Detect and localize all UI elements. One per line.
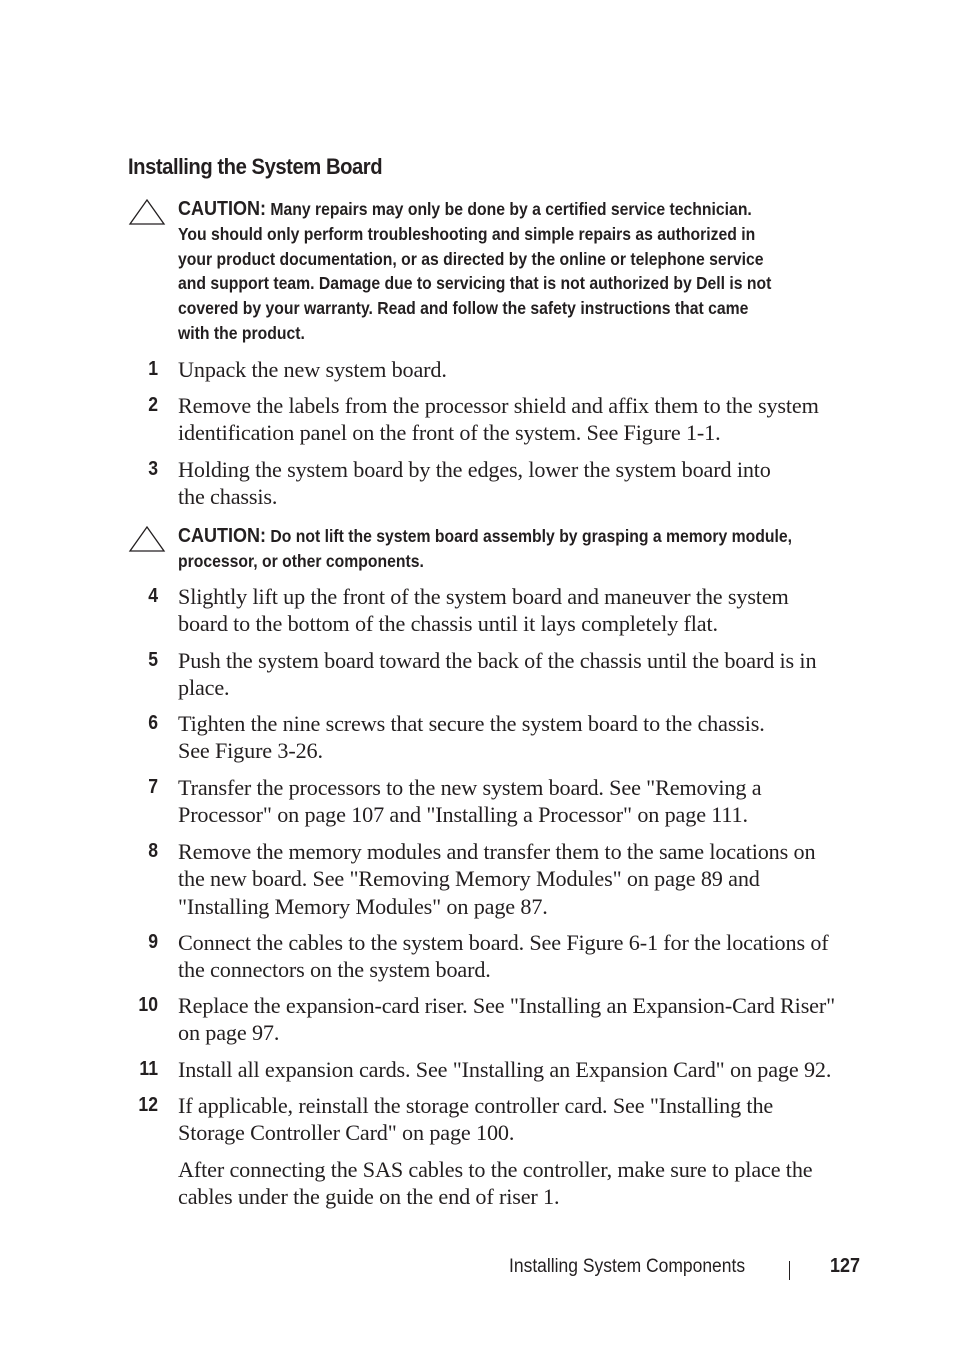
caution-triangle-icon (128, 199, 166, 225)
step-text: Push the system board toward the back of the chassis until the board is in (178, 648, 817, 673)
caution-triangle-icon (128, 526, 166, 552)
footer-section-title: Installing System Components (509, 1256, 746, 1277)
step-text: identification panel on the front of the system. See Figure 1-1. (178, 420, 721, 446)
caution-line: your product documentation, or as directed by the online or telephone service (178, 248, 764, 269)
step-number: 9 (148, 931, 158, 953)
caution-line: CAUTION: Do not lift the system board assembly by grasping a memory module, (178, 525, 792, 547)
caution-line: CAUTION: Many repairs may only be done by a certified service technician. (178, 198, 752, 220)
step-text: Unpack the new system board. (178, 357, 447, 382)
caution-line: with the product. (178, 322, 305, 343)
step-number: 3 (148, 458, 158, 480)
step-text: the connectors on the system board. (178, 957, 491, 983)
step-text: Install all expansion cards. See "Installing an Expansion Card" on page 92. (178, 1057, 832, 1082)
note-text: After connecting the SAS cables to the controller, make sure to place the (178, 1157, 813, 1182)
step-text: Transfer the processors to the new system board. See "Removing a (178, 775, 762, 800)
step-text: Remove the labels from the processor shield and affix them to the system (178, 393, 819, 418)
caution-line: and support team. Damage due to servicing that is not authorized by Dell is not (178, 273, 772, 294)
step-number: 4 (148, 585, 158, 607)
step-text: Holding the system board by the edges, lower the system board into (178, 457, 771, 482)
caution-label: CAUTION: (178, 198, 266, 220)
step-text: Storage Controller Card" on page 100. (178, 1120, 515, 1146)
step-number: 10 (138, 994, 158, 1016)
step-text: Remove the memory modules and transfer them to the same locations on (178, 839, 816, 864)
step-text: Tighten the nine screws that secure the system board to the chassis. (178, 711, 765, 736)
step-number: 8 (148, 840, 158, 862)
step-number: 11 (139, 1058, 158, 1080)
step-text: place. (178, 675, 230, 701)
step-text: the new board. See "Removing Memory Modules" on page 89 and (178, 866, 760, 892)
step-number: 6 (148, 712, 158, 734)
step-text: "Installing Memory Modules" on page 87. (178, 893, 548, 919)
caution-label: CAUTION: (178, 525, 266, 547)
caution-line: covered by your warranty. Read and follow the safety instructions that came (178, 298, 749, 319)
step-text: the chassis. (178, 484, 278, 510)
note-text: cables under the guide on the end of riser 1. (178, 1184, 560, 1210)
step-text: Replace the expansion-card riser. See "Installing an Expansion-Card Riser" (178, 993, 836, 1018)
step-text: Slightly lift up the front of the system board and maneuver the system (178, 584, 789, 609)
step-number: 1 (148, 358, 158, 380)
step-number: 7 (148, 776, 158, 798)
step-text: If applicable, reinstall the storage controller card. See "Installing the (178, 1093, 774, 1118)
page-number: 127 (830, 1255, 861, 1277)
caution-line: processor, or other components. (178, 550, 424, 571)
step-text: Processor" on page 107 and "Installing a Processor" on page 111. (178, 802, 748, 828)
caution-line: You should only perform troubleshooting and simple repairs as authorized in (178, 223, 756, 244)
step-text: board to the bottom of the chassis until it lays completely flat. (178, 611, 718, 637)
step-number: 5 (148, 649, 158, 671)
footer-divider (789, 1261, 790, 1280)
step-number: 12 (138, 1094, 158, 1116)
step-text: See Figure 3-26. (178, 738, 323, 764)
step-text: Connect the cables to the system board. See Figure 6-1 for the locations of (178, 930, 829, 955)
step-number: 2 (148, 394, 158, 416)
section-heading: Installing the System Board (128, 154, 383, 179)
step-text: on page 97. (178, 1020, 280, 1046)
